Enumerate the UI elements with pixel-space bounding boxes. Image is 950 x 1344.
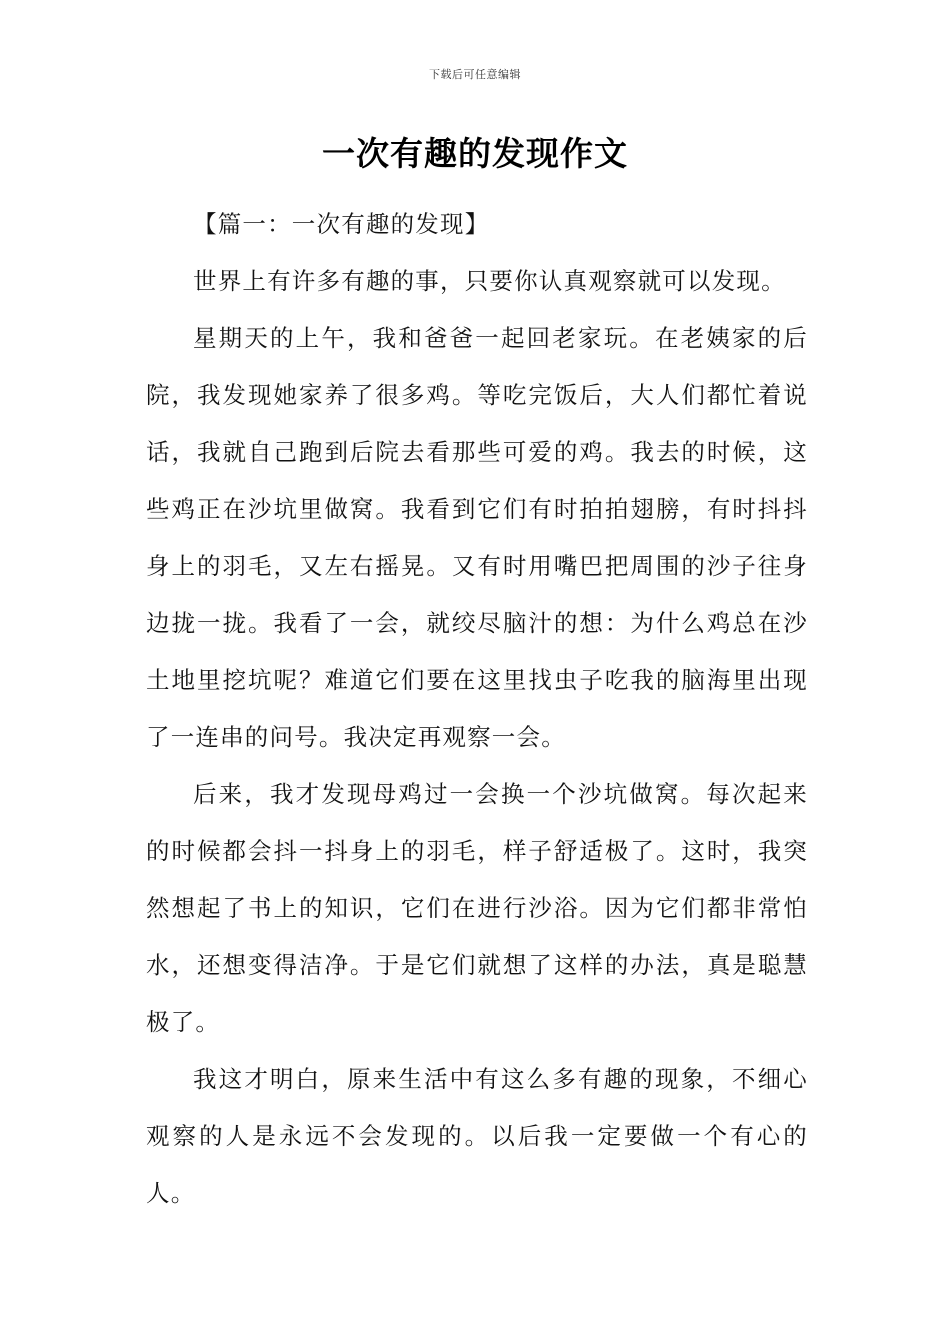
paragraph: 后来，我才发现母鸡过一会换一个沙坑做窝。每次起来的时候都会抖一抖身上的羽毛，样子舒适极了。这时，我突然想起了书上的知识，它们在进行沙浴。因为它们都非常怕水，还想变得洁净。于是它们就想了这样的办法，真是聪慧极了。 — [146, 780, 808, 1036]
document-body — [146, 196, 808, 1222]
document-title: 一次有趣的发现作文 — [322, 134, 628, 173]
section-heading: 【篇一：一次有趣的发现】 — [193, 210, 490, 238]
paragraph: 世界上有许多有趣的事，只要你认真观察就可以发现。 — [193, 267, 786, 295]
paragraph: 我这才明白，原来生活中有这么多有趣的现象，不细心观察的人是永远不会发现的。以后我一定要做一个有心的人。 — [146, 1065, 808, 1207]
paragraph: 星期天的上午，我和爸爸一起回老家玩。在老姨家的后院，我发现她家养了很多鸡。等吃完饭后，大人们都忙着说话，我就自己跑到后院去看那些可爱的鸡。我去的时候，这些鸡正在沙坑里做窝。我看到它们有时拍拍翅膀，有时抖抖身上的羽毛，又左右摇晃。又有时用嘴巴把周围的沙子往身边拢一拢。我看了一会，就绞尽脑汁的想：为什么鸡总在沙土地里挖坑呢？难道它们要在这里找虫子吃我的脑海里出现了一连串的问号。我决定再观察一会。 — [146, 324, 808, 751]
header-note: 下载后可任意编辑 — [429, 68, 521, 81]
